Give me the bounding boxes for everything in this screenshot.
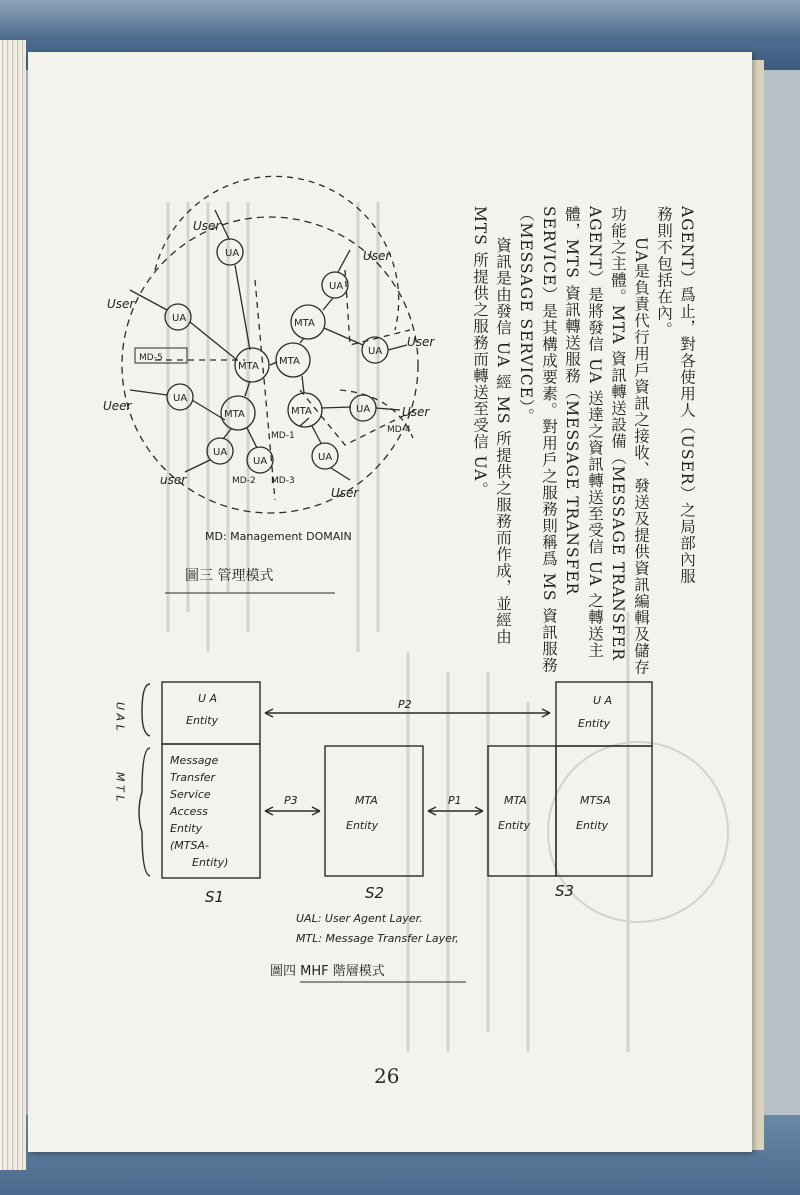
ua-label: UA [172, 313, 187, 324]
mta-entity-box-right [488, 746, 556, 876]
station-label: S3 [555, 882, 575, 900]
ua-label: UA [213, 447, 228, 458]
user-label: User [407, 335, 435, 349]
entity-label: Transfer [170, 771, 215, 784]
ua-label: UA [225, 248, 240, 259]
entity-label: Message [170, 754, 219, 767]
mtl-label: M T L [113, 772, 127, 802]
mta-entity-box-mid [325, 746, 423, 876]
text-paragraph-2: UA是負責代行用戶資訊之接收、發送及提供資訊編輯及儲存功能之主體。MTA 資訊轉送設備（MESSAGE TRANSFER AGENT）是將發信 UA 送達之資訊轉送至受信 UA 之轉送主體，MTS 資訊轉送服務（MESSAGE TRANSFER SERVICE）是其構成要素。對用戶之服務則稱爲 MS 資訊服務（MESSAGE SERVICE）。 [517, 206, 650, 676]
user-label: User [402, 405, 430, 419]
ua-label: UA [253, 456, 268, 467]
entity-label: Entity [186, 714, 219, 727]
entity-label: (MTSA- [170, 839, 209, 852]
body-text [440, 206, 698, 676]
entity-label: U A [198, 692, 218, 705]
p2-label: P2 [398, 698, 412, 711]
entity-label: Service [170, 788, 211, 801]
domain-label: MD-3 [271, 476, 295, 486]
ua-label: UA [356, 404, 371, 415]
page-stack-right [750, 60, 764, 1150]
domain-label: MD-5 [139, 353, 163, 363]
mta-label: MTA [291, 406, 312, 417]
mta-label: MTA [294, 318, 315, 329]
entity-label: Entity [346, 819, 379, 832]
entity-label: Entity [578, 717, 611, 730]
user-label: Ueer [103, 399, 132, 413]
user-label: user [160, 473, 187, 487]
legend-ual: UAL: User Agent Layer. [296, 912, 423, 925]
ua-label: UA [173, 393, 188, 404]
mta-label: MTA [224, 409, 245, 420]
ua-label: UA [329, 281, 344, 292]
ua-label: UA [318, 452, 333, 463]
figure-3-legend: MD: Management DOMAIN [205, 530, 352, 543]
entity-label: MTA [504, 794, 527, 807]
entity-label: Entity [498, 819, 531, 832]
station-label: S1 [205, 888, 225, 906]
figure-4-mhf-layer-model [113, 672, 680, 992]
entity-label: Entity) [192, 856, 229, 869]
legend-mtl: MTL: Message Transfer Layer, [296, 932, 459, 945]
page-stack-left [0, 40, 26, 1170]
p3-label: P3 [284, 794, 298, 807]
ua-label: UA [368, 346, 383, 357]
domain-label: MD-2 [232, 476, 256, 486]
figure-4-caption: 圖四 MHF 階層模式 [270, 964, 385, 979]
domain-label: MD-4 [387, 425, 411, 435]
entity-label: MTA [355, 794, 378, 807]
mtsa-entity-box-right [556, 746, 652, 876]
p1-label: P1 [448, 794, 462, 807]
figure-3-caption: 圖三 管理模式 [185, 568, 274, 584]
domain-label: MD-1 [271, 431, 295, 441]
page-number: 26 [374, 1064, 400, 1088]
entity-label: Access [170, 805, 208, 818]
user-label: User [107, 297, 135, 311]
entity-label: MTSA [580, 794, 611, 807]
user-label: User [331, 486, 359, 500]
ua-entity-box-right [556, 682, 652, 746]
ual-label: U A L [113, 702, 127, 731]
mta-label: MTA [279, 356, 300, 367]
entity-label: Entity [576, 819, 609, 832]
user-label: User [193, 219, 221, 233]
mta-label: MTA [238, 361, 259, 372]
figure-3-management-domain [95, 210, 445, 605]
text-line-2: 務則不包括在內。 [655, 206, 673, 338]
station-label: S2 [365, 884, 385, 902]
text-paragraph-3: 資訊是由發信 UA 經 MS 所提供之服務而作成，並經由 MTS 所提供之服務而轉送至受信 UA。 [471, 206, 512, 645]
user-label: User [363, 249, 391, 263]
entity-label: Entity [170, 822, 203, 835]
entity-label: U A [593, 694, 613, 707]
text-line-1: AGENT）爲止，對各使用人（USER）之局部內服 [678, 206, 696, 585]
